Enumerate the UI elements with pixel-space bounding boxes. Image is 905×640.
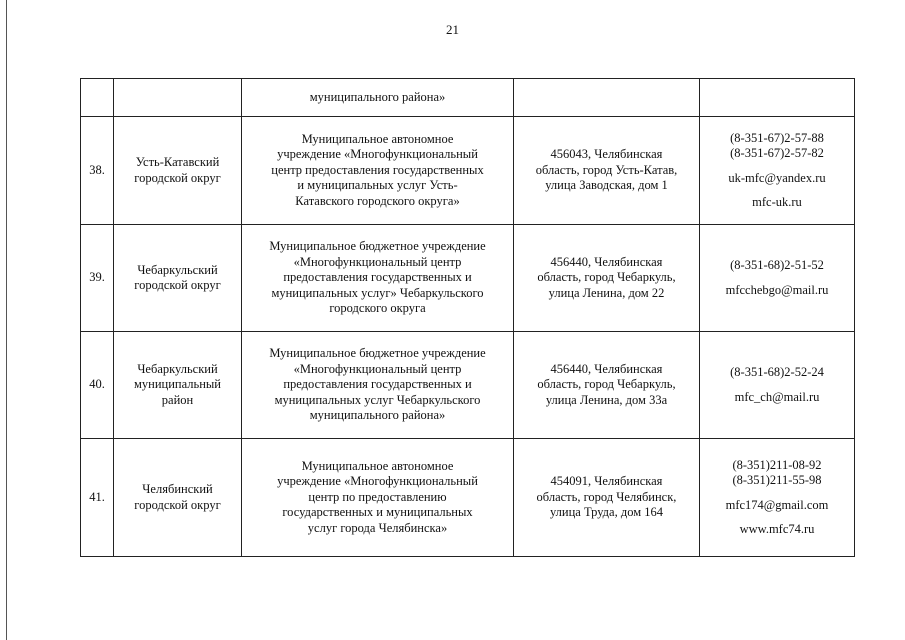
text-line: Муниципальное автономное bbox=[301, 131, 454, 146]
text-line: Чебаркульский bbox=[137, 361, 218, 376]
spacer bbox=[703, 186, 851, 195]
spacer bbox=[703, 381, 851, 390]
spacer bbox=[703, 489, 851, 498]
address-cell bbox=[514, 439, 700, 557]
table-row bbox=[81, 439, 855, 557]
text-line: Муниципальное бюджетное учреждение bbox=[269, 346, 486, 361]
text-line: улица Ленина, дом 33а bbox=[545, 392, 668, 407]
address-cell bbox=[514, 332, 700, 439]
page-number: 21 bbox=[446, 22, 459, 37]
text-line: Катавского городского округа» bbox=[295, 193, 460, 208]
row-number: 41. bbox=[81, 439, 114, 557]
text-line: муниципальных услуг» Чебаркульского bbox=[271, 285, 484, 300]
org-cell bbox=[242, 117, 514, 225]
text-line: учреждение «Многофункциональный bbox=[277, 474, 478, 489]
table-row bbox=[81, 117, 855, 225]
mfc-table bbox=[80, 78, 855, 557]
text-line: область, город Чебаркуль, bbox=[537, 270, 676, 285]
text-line: район bbox=[161, 392, 194, 407]
text-line: услуг города Челябинска» bbox=[307, 520, 448, 535]
num-cell bbox=[81, 79, 114, 117]
text-line: и муниципальных услуг Усть- bbox=[297, 178, 458, 193]
website-address: www.mfc74.ru bbox=[739, 522, 815, 536]
table-row bbox=[81, 225, 855, 332]
text-line: «Многофункциональный центр bbox=[293, 254, 462, 269]
address-cell bbox=[514, 79, 700, 117]
table-row-continuation bbox=[81, 79, 855, 117]
phone-number: (8-351-67)2-57-82 bbox=[730, 146, 824, 160]
website-address: mfc-uk.ru bbox=[752, 195, 802, 209]
text-line: учреждение «Многофункциональный bbox=[277, 147, 478, 162]
text-line: Муниципальное автономное bbox=[301, 458, 454, 473]
contacts-cell bbox=[700, 332, 855, 439]
text-line: Усть-Катавский bbox=[135, 155, 220, 169]
row-number: 40. bbox=[81, 332, 114, 439]
text-line: муниципальных услуг Чебаркульского bbox=[274, 392, 481, 407]
text-line: городской округ bbox=[134, 170, 221, 185]
text-line: муниципальный bbox=[134, 377, 221, 392]
spacer bbox=[703, 162, 851, 171]
text-line: центр предоставления государственных bbox=[271, 162, 484, 177]
spacer bbox=[703, 274, 851, 283]
text-line: Чебаркульский bbox=[137, 262, 218, 277]
text-line: область, город Челябинск, bbox=[536, 489, 677, 504]
phone-number: (8-351-68)2-52-24 bbox=[730, 365, 824, 379]
phone-number: (8-351)211-08-92 bbox=[732, 457, 822, 472]
spacer bbox=[703, 513, 851, 522]
text-line: улица Труда, дом 164 bbox=[549, 505, 663, 520]
district-cell bbox=[114, 79, 242, 117]
page-left-edge bbox=[6, 0, 7, 640]
phone-number: (8-351)211-55-98 bbox=[732, 473, 822, 487]
district-cell bbox=[114, 117, 242, 225]
email-address: uk-mfc@yandex.ru bbox=[728, 170, 826, 185]
text-line: городской округ bbox=[134, 278, 221, 292]
row-number: 38. bbox=[81, 117, 114, 225]
text-line: область, город Усть-Катав, bbox=[535, 162, 678, 177]
org-cell bbox=[242, 225, 514, 332]
org-cell bbox=[242, 332, 514, 439]
text-line: государственных и муниципальных bbox=[282, 505, 473, 520]
email-address: mfcchebgo@mail.ru bbox=[725, 282, 829, 297]
contacts-cell bbox=[700, 225, 855, 332]
text-line: 456043, Челябинская bbox=[550, 147, 663, 162]
district-cell bbox=[114, 332, 242, 439]
text-line: муниципального района» bbox=[309, 408, 446, 423]
district-cell bbox=[114, 439, 242, 557]
text-line: Челябинский bbox=[142, 482, 213, 496]
org-cell: муниципального района» bbox=[242, 79, 514, 117]
address-cell bbox=[514, 117, 700, 225]
contacts-cell bbox=[700, 117, 855, 225]
address-cell bbox=[514, 225, 700, 332]
text-line: Муниципальное бюджетное учреждение bbox=[269, 239, 486, 254]
text-line: городского округа bbox=[329, 301, 426, 316]
text-line: область, город Чебаркуль, bbox=[537, 377, 676, 392]
row-number: 39. bbox=[81, 225, 114, 332]
text-line: улица Ленина, дом 22 bbox=[548, 285, 665, 300]
text-line: 454091, Челябинская bbox=[550, 474, 663, 489]
text-line: городской округ bbox=[134, 497, 221, 512]
phone-number: (8-351-67)2-57-88 bbox=[730, 130, 824, 145]
phone-number: (8-351-68)2-51-52 bbox=[730, 258, 824, 272]
text-line: 456440, Челябинская bbox=[550, 254, 663, 269]
text-line: центр по предоставлению bbox=[308, 489, 447, 504]
email-address: mfc174@gmail.com bbox=[725, 497, 829, 512]
text-line: улица Заводская, дом 1 bbox=[545, 178, 668, 193]
text-line: «Многофункциональный центр bbox=[293, 361, 462, 376]
table-row bbox=[81, 332, 855, 439]
text-line: предоставления государственных и bbox=[283, 377, 472, 392]
contacts-cell bbox=[700, 79, 855, 117]
email-address: mfc_ch@mail.ru bbox=[734, 389, 820, 404]
text-line: 456440, Челябинская bbox=[550, 361, 663, 376]
text-line: предоставления государственных и bbox=[283, 270, 472, 285]
org-cell bbox=[242, 439, 514, 557]
district-cell bbox=[114, 225, 242, 332]
contacts-cell bbox=[700, 439, 855, 557]
